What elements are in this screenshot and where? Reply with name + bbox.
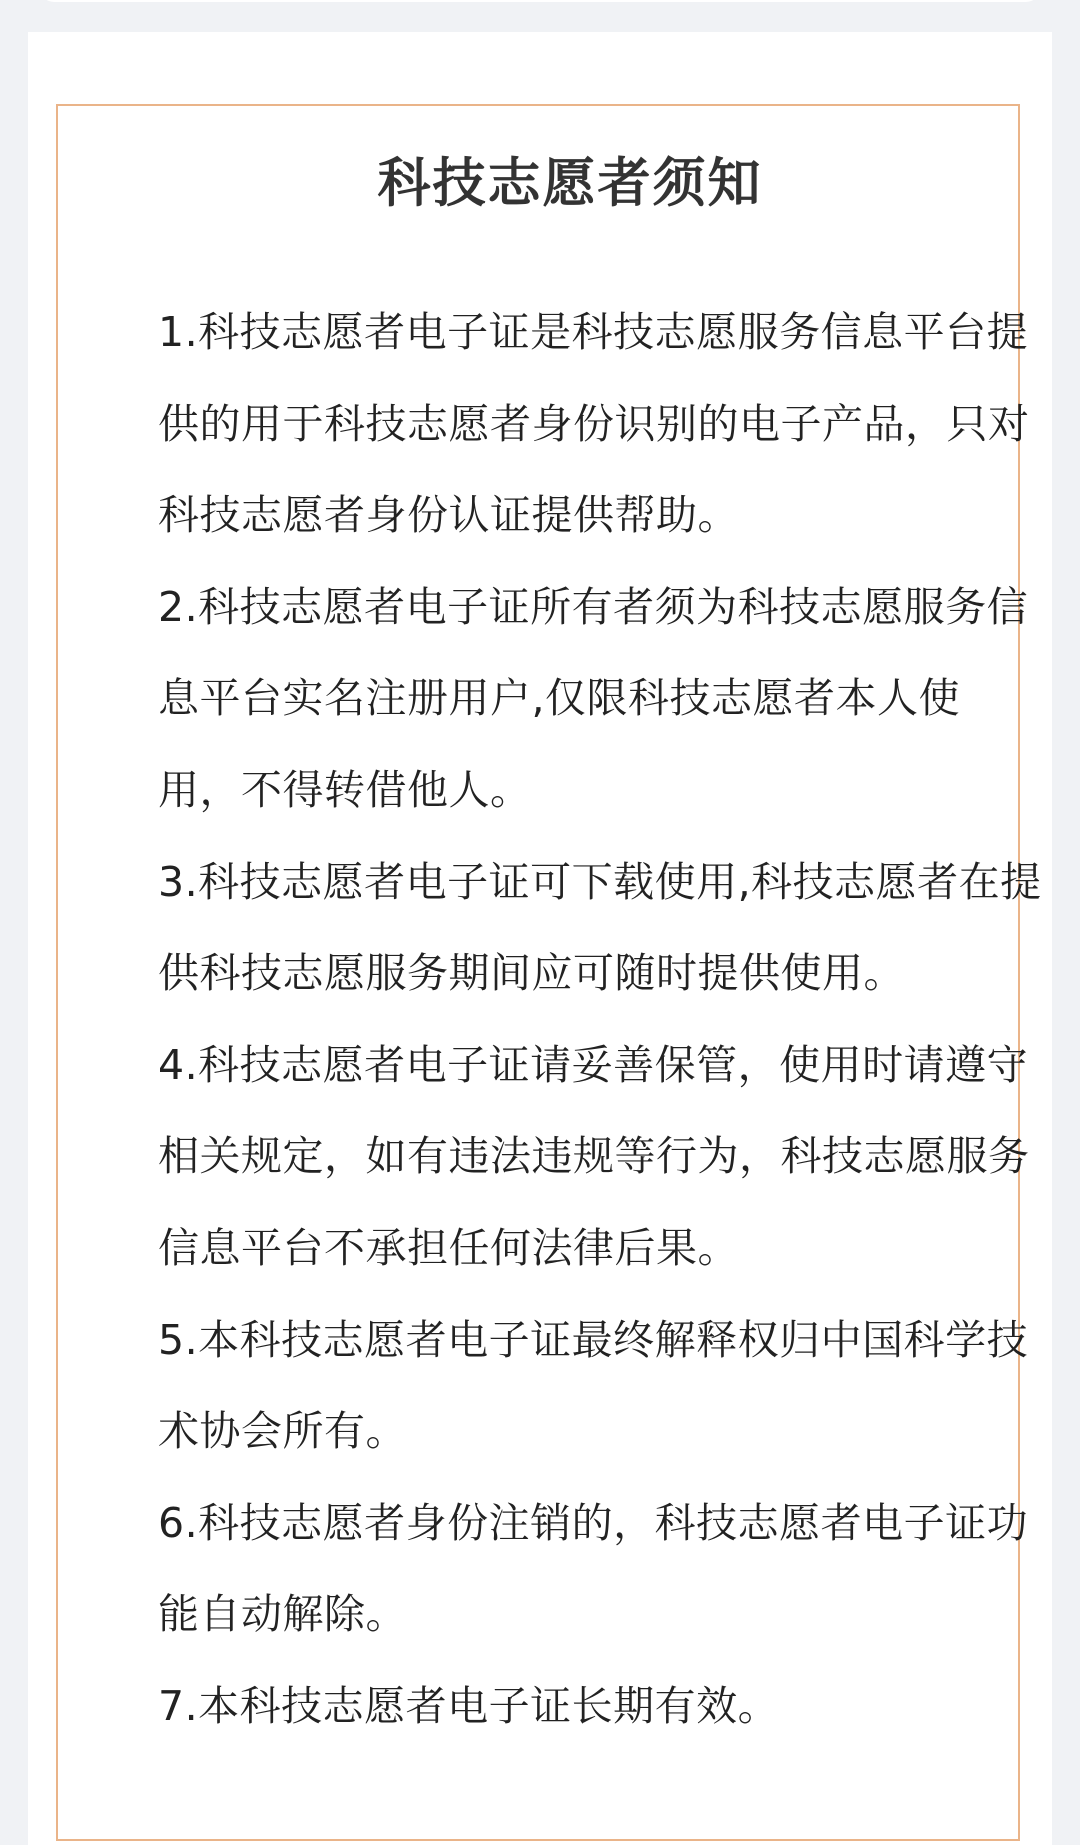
notice-item-4: 4.科技志愿者电子证请妥善保管，使用时请遵守相关规定，如有违法违规等行为，科技志愿服务信息平台不承担任何法律后果。 [158, 1040, 1030, 1272]
notice-item-2: 2.科技志愿者电子证所有者须为科技志愿服务信息平台实名注册用户,仅限科技志愿者本人使用，不得转借他人。 [158, 582, 1029, 814]
previous-card-edge [40, 0, 1040, 2]
notice-item-5: 5.本科技志愿者电子证最终解释权归中国科学技术协会所有。 [158, 1315, 1029, 1456]
notice-item-1: 1.科技志愿者电子证是科技志愿服务信息平台提供的用于科技志愿者身份识别的电子产品，只对科技志愿者身份认证提供帮助。 [158, 308, 1030, 540]
notice-list [158, 287, 1043, 1753]
notice-frame [56, 104, 1042, 1841]
notice-item-6: 6.科技志愿者身份注销的，科技志愿者电子证功能自动解除。 [158, 1498, 1029, 1639]
notice-item-7: 7.本科技志愿者电子证长期有效。 [158, 1681, 780, 1730]
notice-item-3: 3.科技志愿者电子证可下载使用,科技志愿者在提供科技志愿服务期间应可随时提供使用。 [158, 857, 1042, 998]
notice-title: 科技志愿者须知 [318, 144, 822, 224]
notice-card [28, 32, 1052, 1845]
